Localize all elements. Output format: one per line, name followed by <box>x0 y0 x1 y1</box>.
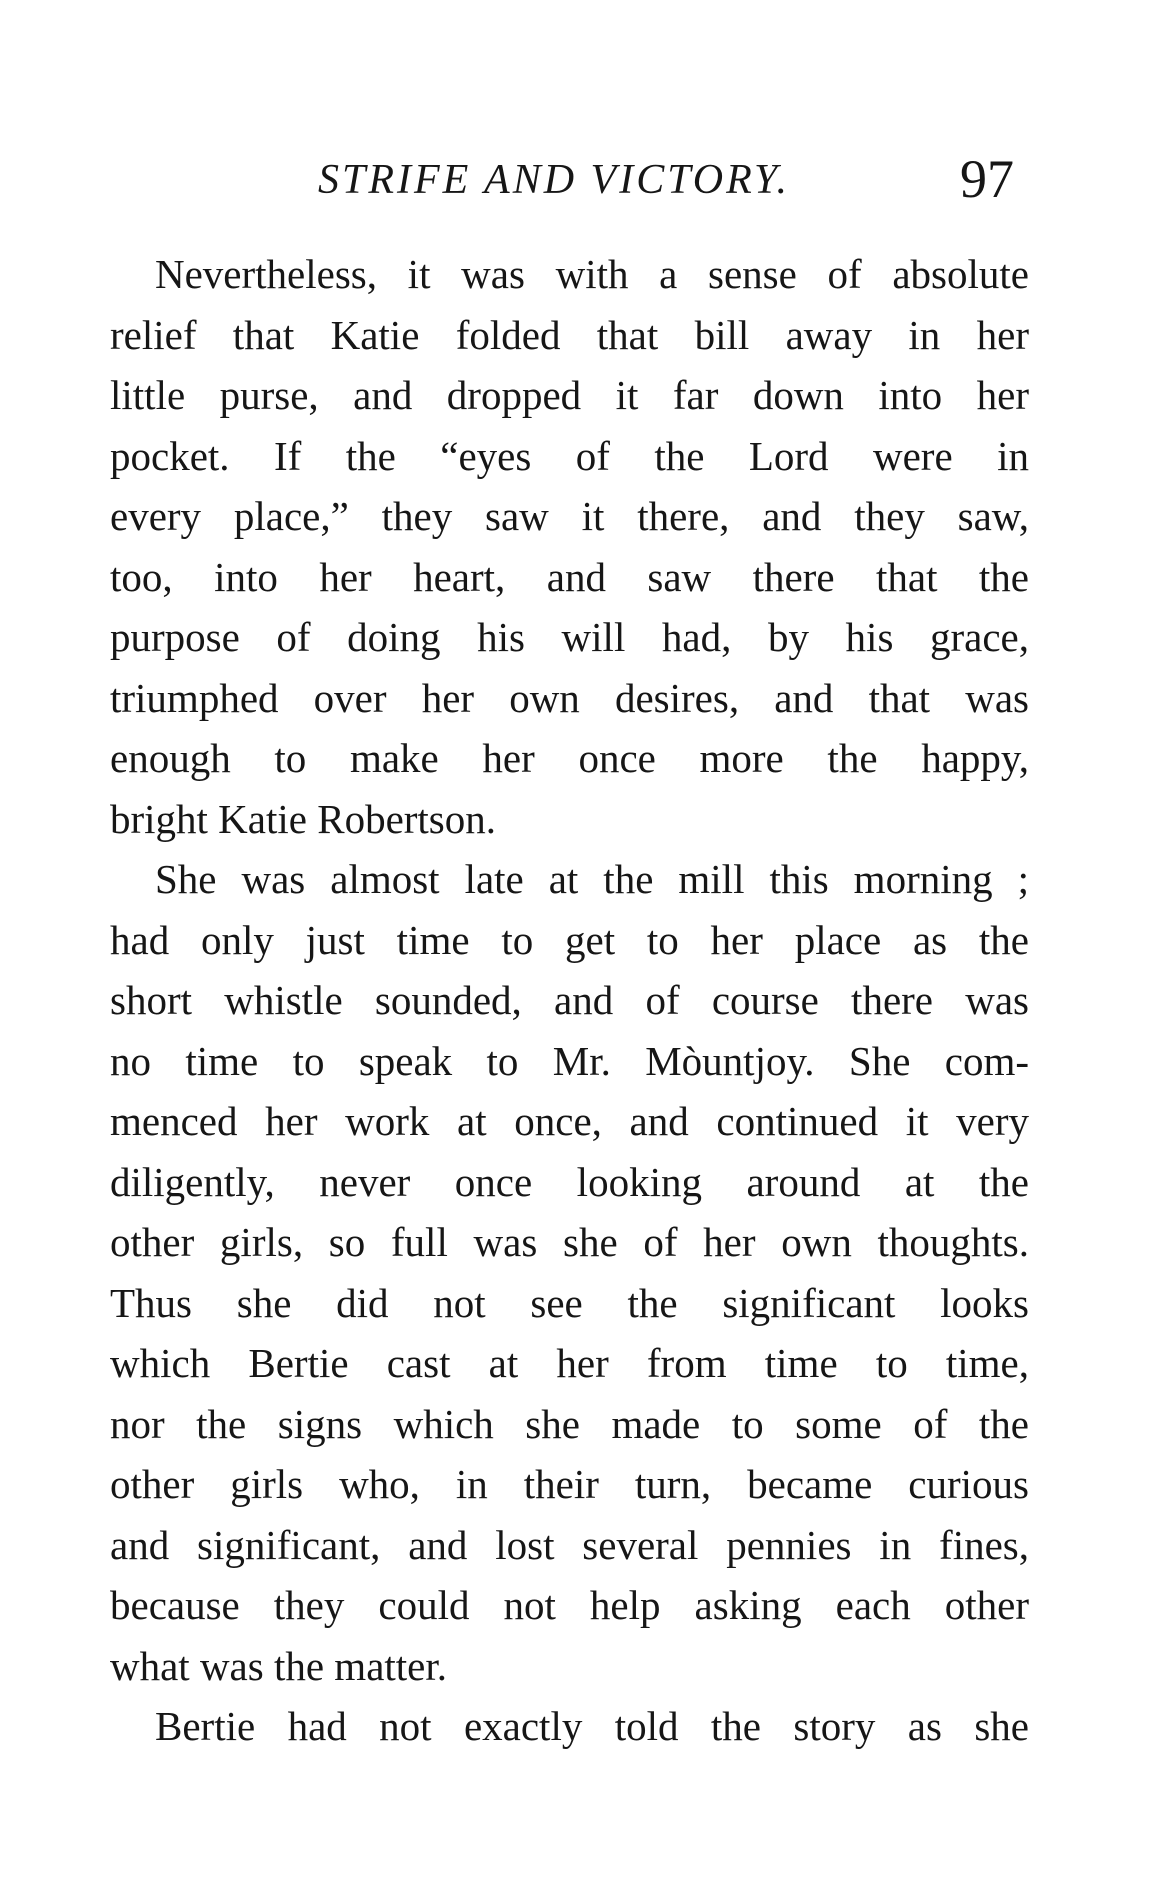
running-head <box>0 148 1169 218</box>
page-number: 97 <box>960 149 1014 209</box>
text-line: Nevertheless, it was with a sense of absolute <box>155 251 1029 297</box>
text-line: too, into her heart, and saw there that the <box>110 553 1029 600</box>
text-line: enough to make her once more the happy, <box>110 735 1029 781</box>
text-line: other girls who, in their turn, became curious <box>110 1461 1029 1507</box>
text-line: other girls, so full was she of her own thoughts. <box>110 1219 1029 1265</box>
text-line: and significant, and lost several pennies in fines, <box>110 1521 1029 1568</box>
text-line: because they could not help asking each other <box>110 1582 1029 1628</box>
running-title: STRIFE AND VICTORY. <box>318 157 791 203</box>
text-line: little purse, and dropped it far down into her <box>110 372 1029 418</box>
text-line: nor the signs which she made to some of the <box>110 1400 1029 1447</box>
text-line: had only just time to get to her place as the <box>110 916 1029 963</box>
text-line: what was the matter. <box>110 1642 448 1689</box>
text-line: bright Katie Robertson. <box>110 795 497 842</box>
text-line: short whistle sounded, and of course there was <box>110 977 1029 1023</box>
text-line: which Bertie cast at her from time to time, <box>110 1340 1029 1386</box>
text-line: relief that Katie folded that bill away in her <box>110 311 1029 358</box>
text-line: pocket. If the “eyes of the Lord were in <box>110 432 1029 479</box>
body-text <box>110 244 1029 1757</box>
text-line: diligently, never once looking around at the <box>110 1158 1029 1205</box>
text-line: She was almost late at the mill this morning ; <box>155 856 1029 902</box>
text-line: purpose of doing his will had, by his grace, <box>110 614 1029 660</box>
text-line: every place,” they saw it there, and they saw, <box>110 493 1029 539</box>
text-line: menced her work at once, and continued it very <box>110 1098 1029 1144</box>
text-line: no time to speak to Mr. Mòuntjoy. She com- <box>110 1037 1029 1084</box>
text-line: triumphed over her own desires, and that was <box>110 674 1029 721</box>
text-line: Bertie had not exactly told the story as she <box>155 1703 1029 1749</box>
text-line: Thus she did not see the significant looks <box>110 1279 1029 1326</box>
